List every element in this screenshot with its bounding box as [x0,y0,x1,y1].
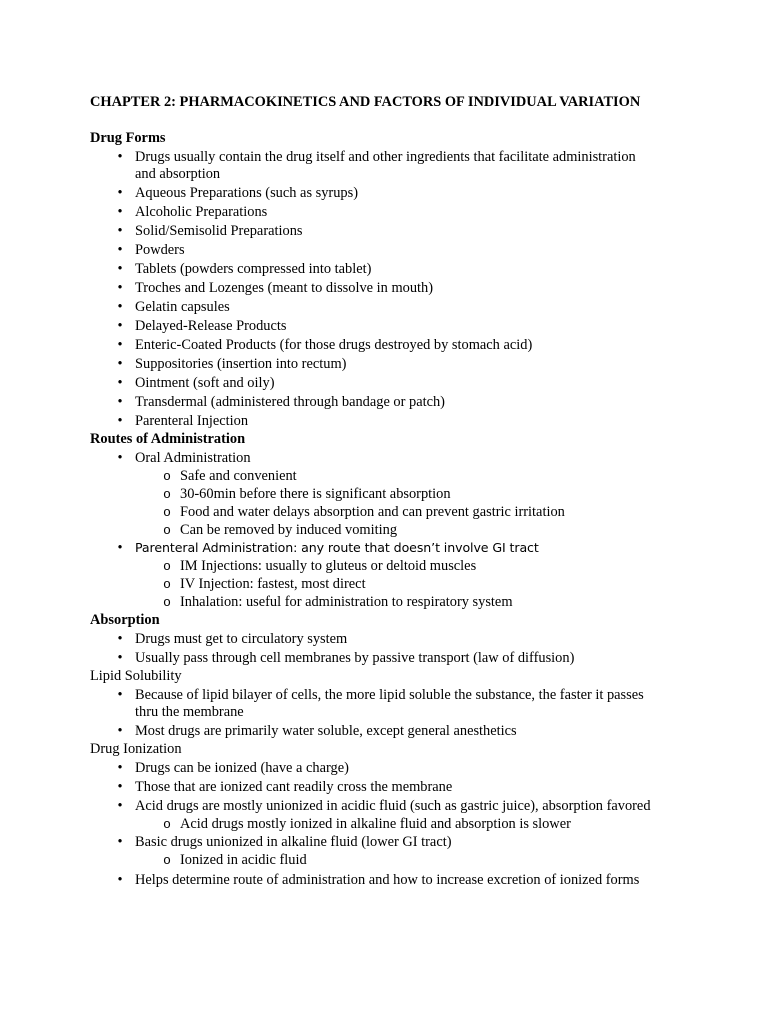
list-item: Usually pass through cell membranes by passive transport (law of diffusion) [135,650,575,666]
list-item: Drugs can be ionized (have a charge) [135,760,349,776]
bullet-icon: • [117,631,123,647]
list-item: Alcoholic Preparations [135,204,268,220]
list-item: Drugs must get to circulatory system [135,631,348,647]
bullet-icon: • [117,779,123,795]
bullet-icon: • [117,413,123,429]
bullet-icon: • [117,834,123,850]
bullet-icon: • [117,280,123,296]
sub-bullet-icon: o [163,522,171,537]
list-item: Because of lipid bilayer of cells, the more lipid soluble the substance, the faster it passes [135,687,644,703]
sub-bullet-icon: o [163,486,171,501]
bullet-icon: • [117,299,123,315]
list-item: Gelatin capsules [135,299,230,315]
bullet-icon: • [117,149,123,165]
sub-bullet-icon: o [163,816,171,831]
sub-list-item: IV Injection: fastest, most direct [180,576,366,592]
bullet-icon: • [117,261,123,277]
list-item: Basic drugs unionized in alkaline fluid (lower GI tract) [135,834,452,850]
bullet-icon: • [117,337,123,353]
sub-list-item: Ionized in acidic fluid [180,852,307,868]
list-item: Solid/Semisolid Preparations [135,223,303,239]
sub-list-item: Can be removed by induced vomiting [180,522,398,538]
bullet-icon: • [117,242,123,258]
list-item: Acid drugs are mostly unionized in acidic fluid (such as gastric juice), absorption favored [135,798,651,814]
list-item: Enteric-Coated Products (for those drugs destroyed by stomach acid) [135,337,533,353]
list-item: Powders [135,242,185,258]
list-item: Drugs usually contain the drug itself and other ingredients that facilitate administration [135,149,636,165]
sub-bullet-icon: o [163,468,171,483]
bullet-icon: • [117,540,123,556]
bullet-icon: • [117,394,123,410]
bullet-icon: • [117,723,123,739]
sub-bullet-icon: o [163,852,171,867]
bullet-icon: • [117,356,123,372]
list-item: Suppositories (insertion into rectum) [135,356,347,372]
list-item: Most drugs are primarily water soluble, except general anesthetics [135,723,517,739]
heading-drug-ionization: Drug Ionization [90,741,182,757]
sub-list-item: Safe and convenient [180,468,297,484]
bullet-icon: • [117,450,123,466]
bullet-icon: • [117,687,123,703]
list-item: Troches and Lozenges (meant to dissolve in mouth) [135,280,434,296]
bullet-icon: • [117,185,123,201]
list-item-continuation: and absorption [135,166,221,182]
sub-list-item: Food and water delays absorption and can prevent gastric irritation [180,504,565,520]
bullet-icon: • [117,204,123,220]
heading-routes: Routes of Administration [90,431,246,447]
sub-bullet-icon: o [163,576,171,591]
sub-list-item: Inhalation: useful for administration to respiratory system [180,594,513,610]
bullet-icon: • [117,872,123,888]
list-item: Parenteral Administration: any route that doesn’t involve GI tract [135,540,539,555]
bullet-icon: • [117,760,123,776]
list-item: Ointment (soft and oily) [135,375,275,391]
heading-drug-forms: Drug Forms [90,130,166,146]
list-item: Parenteral Injection [135,413,249,429]
sub-bullet-icon: o [163,504,171,519]
list-item: Those that are ionized cant readily cross the membrane [135,779,453,795]
sub-list-item: IM Injections: usually to gluteus or deltoid muscles [180,558,477,574]
list-item: Oral Administration [135,450,251,466]
sub-list-item: 30-60min before there is significant absorption [180,486,451,502]
bullet-icon: • [117,223,123,239]
bullet-icon: • [117,798,123,814]
list-item-continuation: thru the membrane [135,704,244,720]
list-item: Helps determine route of administration and how to increase excretion of ionized forms [135,872,640,888]
sub-bullet-icon: o [163,558,171,573]
list-item: Delayed-Release Products [135,318,287,334]
page-title: CHAPTER 2: PHARMACOKINETICS AND FACTORS OF INDIVIDUAL VARIATION [90,94,641,110]
bullet-icon: • [117,318,123,334]
sub-bullet-icon: o [163,594,171,609]
list-item: Transdermal (administered through bandage or patch) [135,394,445,410]
bullet-icon: • [117,650,123,666]
list-item: Aqueous Preparations (such as syrups) [135,185,359,201]
bullet-icon: • [117,375,123,391]
sub-list-item: Acid drugs mostly ionized in alkaline fluid and absorption is slower [180,816,571,832]
list-item: Tablets (powders compressed into tablet) [135,261,372,277]
heading-lipid-solubility: Lipid Solubility [90,668,182,684]
heading-absorption: Absorption [90,612,160,628]
